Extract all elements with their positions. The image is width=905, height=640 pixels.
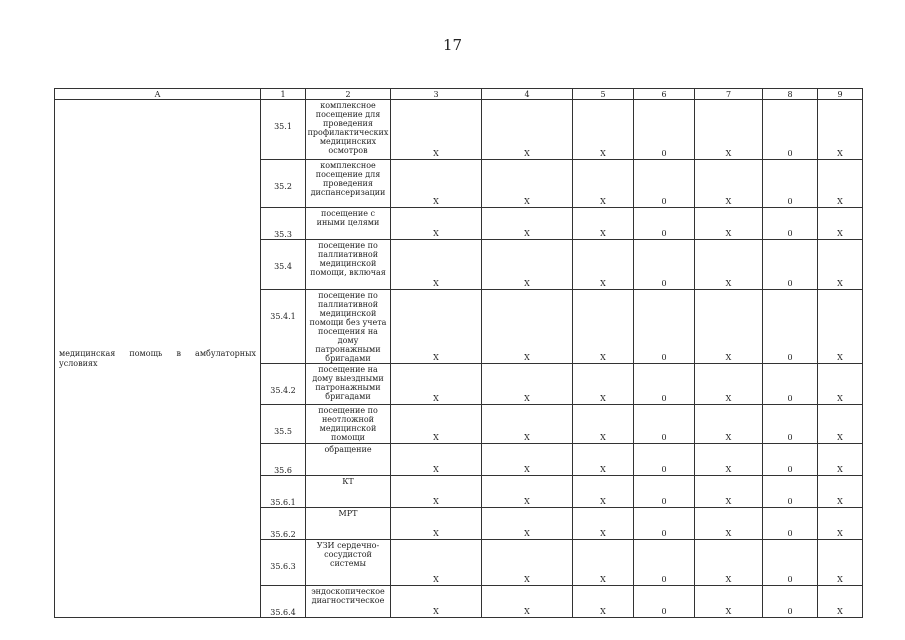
row-code: 35.4.2 [261, 364, 306, 405]
value-cell: 0 [763, 508, 818, 540]
row-code: 35.1 [261, 100, 306, 160]
value-cell: Х [482, 476, 573, 508]
row-name: УЗИ сердечно-сосудистой системы [306, 540, 391, 586]
row-code: 35.5 [261, 405, 306, 444]
value-cell: Х [391, 586, 482, 618]
value-cell: Х [818, 508, 863, 540]
value-cell: Х [482, 540, 573, 586]
value-cell: Х [695, 476, 763, 508]
value-cell: 0 [634, 405, 695, 444]
value-cell: 0 [763, 240, 818, 290]
column-header: 2 [306, 89, 391, 100]
column-header: 8 [763, 89, 818, 100]
column-header: 4 [482, 89, 573, 100]
value-cell: Х [573, 476, 634, 508]
row-code: 35.6 [261, 444, 306, 476]
column-header: А [55, 89, 261, 100]
value-cell: Х [391, 476, 482, 508]
value-cell: 0 [763, 540, 818, 586]
value-cell: Х [818, 364, 863, 405]
value-cell: Х [695, 160, 763, 208]
value-cell: 0 [763, 405, 818, 444]
value-cell: Х [391, 240, 482, 290]
value-cell: 0 [634, 586, 695, 618]
value-cell: Х [482, 364, 573, 405]
value-cell: Х [391, 444, 482, 476]
header-row [55, 89, 863, 100]
value-cell: 0 [763, 444, 818, 476]
value-cell: Х [391, 540, 482, 586]
value-cell: 0 [763, 586, 818, 618]
value-cell: 0 [763, 364, 818, 405]
value-cell: Х [482, 100, 573, 160]
column-header: 1 [261, 89, 306, 100]
data-table [54, 88, 863, 618]
row-name: комплексное посещение для проведения профилактических медицинских осмотров [306, 100, 391, 160]
value-cell: 0 [634, 290, 695, 364]
value-cell: Х [573, 586, 634, 618]
value-cell: Х [391, 290, 482, 364]
value-cell: Х [573, 290, 634, 364]
table-row [55, 100, 863, 160]
value-cell: Х [818, 100, 863, 160]
value-cell: Х [482, 508, 573, 540]
value-cell: Х [818, 476, 863, 508]
value-cell: 0 [634, 540, 695, 586]
row-code: 35.4.1 [261, 290, 306, 364]
value-cell: Х [818, 586, 863, 618]
row-code: 35.6.3 [261, 540, 306, 586]
value-cell: Х [391, 405, 482, 444]
value-cell: Х [573, 444, 634, 476]
row-code: 35.3 [261, 208, 306, 240]
value-cell: Х [818, 444, 863, 476]
value-cell: Х [695, 364, 763, 405]
row-name: эндоскопическое диагностическое [306, 586, 391, 618]
category-label: медицинская помощь в амбулаторных условиях [59, 348, 256, 368]
column-header: 3 [391, 89, 482, 100]
value-cell: Х [482, 586, 573, 618]
value-cell: Х [695, 444, 763, 476]
value-cell: Х [391, 100, 482, 160]
value-cell: 0 [763, 290, 818, 364]
value-cell: Х [695, 208, 763, 240]
value-cell: 0 [634, 364, 695, 405]
value-cell: Х [573, 240, 634, 290]
row-code: 35.6.1 [261, 476, 306, 508]
value-cell: 0 [634, 444, 695, 476]
value-cell: Х [391, 160, 482, 208]
value-cell: Х [695, 540, 763, 586]
row-name: посещение по неотложной медицинской помощи [306, 405, 391, 444]
row-name: посещение с иными целями [306, 208, 391, 240]
value-cell: 0 [634, 100, 695, 160]
value-cell: Х [695, 290, 763, 364]
value-cell: Х [695, 405, 763, 444]
value-cell: 0 [634, 240, 695, 290]
column-header: 6 [634, 89, 695, 100]
value-cell: Х [695, 100, 763, 160]
value-cell: Х [573, 508, 634, 540]
value-cell: Х [482, 405, 573, 444]
value-cell: Х [573, 364, 634, 405]
value-cell: Х [818, 405, 863, 444]
row-code: 35.6.2 [261, 508, 306, 540]
value-cell: Х [482, 290, 573, 364]
value-cell: Х [573, 100, 634, 160]
value-cell: 0 [763, 208, 818, 240]
row-name: посещение на дому выездными патронажными бригадами [306, 364, 391, 405]
category-cell [55, 100, 261, 618]
value-cell: Х [695, 586, 763, 618]
value-cell: Х [482, 240, 573, 290]
column-header: 7 [695, 89, 763, 100]
value-cell: 0 [763, 100, 818, 160]
value-cell: Х [573, 208, 634, 240]
column-header: 5 [573, 89, 634, 100]
value-cell: Х [573, 540, 634, 586]
row-name: обращение [306, 444, 391, 476]
page-number: 17 [442, 36, 463, 54]
row-code: 35.2 [261, 160, 306, 208]
value-cell: Х [482, 160, 573, 208]
value-cell: Х [482, 444, 573, 476]
value-cell: Х [695, 240, 763, 290]
value-cell: 0 [634, 160, 695, 208]
column-header: 9 [818, 89, 863, 100]
value-cell: 0 [634, 208, 695, 240]
row-name: посещение по паллиативной медицинской помощи без учета посещения на дому патронажными бригадами [306, 290, 391, 364]
value-cell: 0 [763, 476, 818, 508]
value-cell: Х [573, 405, 634, 444]
value-cell: Х [695, 508, 763, 540]
value-cell: Х [818, 540, 863, 586]
value-cell: Х [818, 208, 863, 240]
value-cell: Х [818, 160, 863, 208]
value-cell: Х [391, 208, 482, 240]
value-cell: Х [818, 290, 863, 364]
value-cell: Х [573, 160, 634, 208]
value-cell: Х [482, 208, 573, 240]
row-name: посещение по паллиативной медицинской помощи, включая [306, 240, 391, 290]
row-name: комплексное посещение для проведения диспансеризации [306, 160, 391, 208]
value-cell: 0 [763, 160, 818, 208]
row-code: 35.4 [261, 240, 306, 290]
row-name: КТ [306, 476, 391, 508]
value-cell: Х [391, 364, 482, 405]
value-cell: Х [391, 508, 482, 540]
value-cell: 0 [634, 508, 695, 540]
row-code: 35.6.4 [261, 586, 306, 618]
value-cell: 0 [634, 476, 695, 508]
value-cell: Х [818, 240, 863, 290]
row-name: МРТ [306, 508, 391, 540]
